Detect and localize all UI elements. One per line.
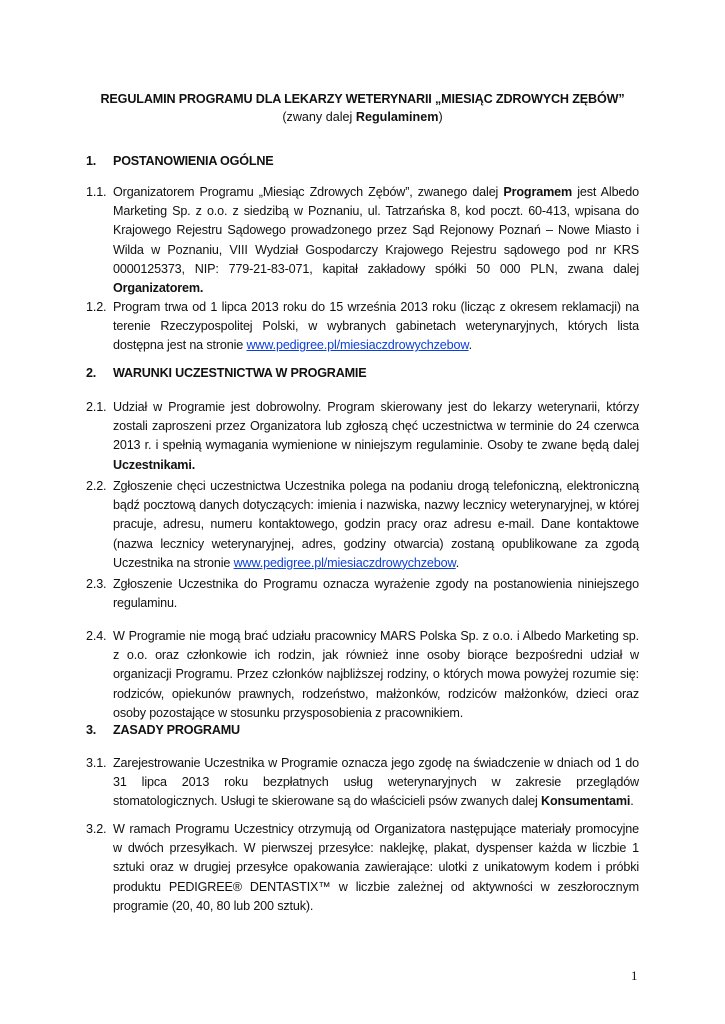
website-link[interactable]: www.pedigree.pl/miesiaczdrowychzebow xyxy=(233,555,456,570)
clause-2-4 xyxy=(86,627,639,723)
clause-text xyxy=(113,298,639,356)
subtitle-pre: (zwany dalej xyxy=(282,110,356,124)
page-number: 1 xyxy=(631,968,638,983)
clause-text xyxy=(113,820,639,916)
clause-number: 2.4. xyxy=(86,629,107,643)
clause-2-3 xyxy=(86,575,639,613)
section-title: WARUNKI UCZESTNICTWA W PROGRAMIE xyxy=(113,366,367,380)
clause-3-1 xyxy=(86,754,639,812)
section-title: ZASADY PROGRAMU xyxy=(113,723,240,737)
clause-2-2 xyxy=(86,477,639,573)
clause-number: 3.1. xyxy=(86,756,107,770)
document-title: REGULAMIN PROGRAMU DLA LEKARZY WETERYNARII „MIESIĄC ZDROWYCH ZĘBÓW” xyxy=(100,92,625,106)
clause-text-run: Zgłoszenie Uczestnika do Programu oznacza wyrażenie zgody na postanowienia niniejszego regulaminu. xyxy=(113,577,639,611)
subtitle-bold: Regulaminem xyxy=(355,110,439,124)
clause-text-run: Program trwa od 1 lipca 2013 roku do 15 września 2013 roku (licząc z okresem reklamacji) na terenie Rzeczypospolitej Polski, w wybranych gabinetach weterynaryjnych, których lista dostępna jest na stronie xyxy=(113,300,639,353)
website-link[interactable]: www.pedigree.pl/miesiaczdrowychzebow xyxy=(246,338,469,353)
clause-text-run: . xyxy=(468,338,472,353)
section-heading xyxy=(86,364,366,383)
defined-term: Programem xyxy=(503,185,573,199)
clause-3-2 xyxy=(86,820,639,916)
clause-number: 2.1. xyxy=(86,400,107,414)
section-number: 2. xyxy=(86,366,97,380)
clause-text-run: Zarejestrowanie Uczestnika w Programie oznacza jego zgodę na świadczenie w dniach od 1 do 31 lipca 2013 roku bezpłatnych usług weterynaryjnych w zakresie przeglądów stomatologicznych. Usługi te skierowane są do właścicieli psów zwanych dalej xyxy=(113,756,639,809)
clause-text-run: . xyxy=(630,794,634,809)
defined-term: Konsumentami xyxy=(541,794,631,809)
document-subtitle xyxy=(86,108,639,127)
section-heading xyxy=(86,721,240,740)
clause-text-run: W Programie nie mogą brać udziału pracownicy MARS Polska Sp. z o.o. i Albedo Marketing sp. z o.o. oraz członkowie ich rodzin, jak również inne osoby biorące bezpośredni udział w organizacji Programu. Przez członków najbliższej rodziny, o których mowa powyżej rozumie się: rodziców, opiekunów prawnych, rodzeństwo, małżonków, rodziców małżonków, dzieci oraz osoby pozostające w stosunku przysposobienia z pracownikiem. xyxy=(113,629,639,720)
clause-text-run: jest Albedo Marketing Sp. z o.o. z siedzibą w Poznaniu, ul. Tatrzańska 8, kod poczt. 60-413, wpisana do Krajowego Rejestru Sądowego prowadzonego przez Sąd Rejonowy Poznań – Nowe Miasto i Wilda w Poznaniu, VIII Wydział Gospodarczy Krajowego Rejestru sądowego pod nr KRS 0000125373, NIP: 779-21-83-071, kapitał zakładowy spółki 50 000 PLN, zwana dalej xyxy=(113,185,639,276)
clause-text-run: . xyxy=(455,555,460,570)
clause-text xyxy=(113,754,639,812)
clause-number: 1.1. xyxy=(86,185,107,199)
clause-text xyxy=(113,398,639,475)
clause-text xyxy=(113,477,639,573)
clause-text xyxy=(113,627,639,723)
defined-term: Organizatorem. xyxy=(113,281,204,296)
clause-text-run: Zgłoszenie chęci uczestnictwa Uczestnika polega na podaniu drogą telefoniczną, elektroniczną bądź pocztową danych dotyczących: imienia i nazwiska, nazwy lecznicy weterynaryjnej, w której pracuje, adresu, numeru kontaktowego, godzin pracy oraz adresu e-mail. Dane kontaktowe (nazwa lecznicy weterynaryjnej, adres, godziny otwarcia) zostaną opublikowane za zgodą Uczestnika na stronie xyxy=(113,479,639,570)
section-number: 1. xyxy=(86,154,97,168)
clause-number: 2.3. xyxy=(86,577,107,591)
clause-text-run: Udział w Programie jest dobrowolny. Program skierowany jest do lekarzy weterynarii, którzy zostali zaproszeni przez Organizatora lub zgłoszą chęć uczestnictwa w terminie do 24 czerwca 2013 r. i spełnią wymagania wymienione w niniejszym regulaminie. Osoby te zwane będą dalej xyxy=(113,400,639,453)
clause-text xyxy=(113,575,639,613)
clause-number: 1.2. xyxy=(86,300,107,314)
section-number: 3. xyxy=(86,723,97,737)
clause-2-1 xyxy=(86,398,639,475)
section-heading xyxy=(86,152,273,171)
clause-1-2 xyxy=(86,298,639,356)
clause-text xyxy=(113,183,639,298)
clause-number: 3.2. xyxy=(86,822,107,836)
clause-text-run: W ramach Programu Uczestnicy otrzymują od Organizatora następujące materiały promocyjne w dwóch przesyłkach. W pierwszej przesyłce: naklejkę, plakat, dyspenser każda w liczbie 1 sztuki oraz w drugiej przesyłce opakowania zawierające: ulotki z unikatowym kodem i próbki produktu PEDIGREE® DENTASTIX™ w liczbie zależnej od aktywności w zeszłorocznym programie (20, 40, 80 lub 200 sztuk). xyxy=(113,822,639,913)
defined-term: Uczestnikami. xyxy=(113,457,196,472)
subtitle-post: ) xyxy=(438,110,443,124)
clause-text-run: Organizatorem Programu „Miesiąc Zdrowych Zębów”, zwanego dalej xyxy=(113,185,504,199)
clause-number: 2.2. xyxy=(86,479,107,493)
section-title: POSTANOWIENIA OGÓLNE xyxy=(113,154,274,168)
clause-1-1 xyxy=(86,183,639,298)
